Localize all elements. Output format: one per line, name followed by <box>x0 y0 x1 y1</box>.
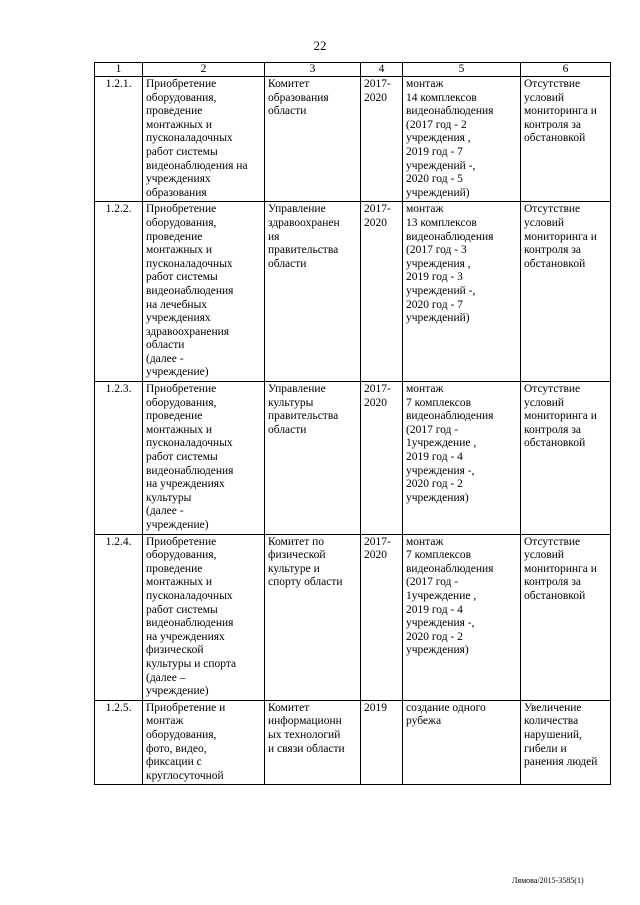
action-cell: Приобретение оборудования, проведение монтажных и пусконаладочных работ системы видеонаблюдения на учреждениях физической культуры и спорта (далее – учреждение) <box>143 534 265 700</box>
result-cell: монтаж 14 комплексов видеонаблюдения (2017 год - 2 учреждения , 2019 год - 7 учреждений -, 2020 год - 5 учреждений) <box>403 77 521 202</box>
consequence-cell: Увеличение количества нарушений, гибели и ранения людей <box>521 700 611 785</box>
measures-table <box>94 62 611 785</box>
consequence-cell: Отсутствие условий мониторинга и контроля за обстановкой <box>521 534 611 700</box>
period-cell: 2017- 2020 <box>361 382 403 535</box>
column-header: 4 <box>361 63 403 77</box>
row-number: 1.2.2. <box>95 202 143 382</box>
result-cell: монтаж 13 комплексов видеонаблюдения (2017 год - 3 учреждения , 2019 год - 3 учреждений -, 2020 год - 7 учреждений) <box>403 202 521 382</box>
period-cell: 2017- 2020 <box>361 202 403 382</box>
executor-cell: Комитет по физической культуре и спорту области <box>265 534 361 700</box>
row-number: 1.2.4. <box>95 534 143 700</box>
table-row <box>95 534 611 700</box>
period-cell: 2017- 2020 <box>361 77 403 202</box>
executor-cell: Управление здравоохранен ия правительства области <box>265 202 361 382</box>
action-cell: Приобретение оборудования, проведение монтажных и пусконаладочных работ системы видеонаблюдения на лечебных учреждениях здравоохранения области (далее - учреждение) <box>143 202 265 382</box>
action-cell: Приобретение оборудования, проведение монтажных и пусконаладочных работ системы видеонаблюдения на учреждениях культуры (далее - учреждение) <box>143 382 265 535</box>
table-header-row <box>95 63 611 77</box>
column-header: 6 <box>521 63 611 77</box>
page-number: 22 <box>313 38 327 53</box>
row-number: 1.2.1. <box>95 77 143 202</box>
consequence-cell: Отсутствие условий мониторинга и контроля за обстановкой <box>521 202 611 382</box>
column-header: 2 <box>143 63 265 77</box>
result-cell: монтаж 7 комплексов видеонаблюдения (2017 год - 1учреждение , 2019 год - 4 учреждения -, 2020 год - 2 учреждения) <box>403 382 521 535</box>
consequence-cell: Отсутствие условий мониторинга и контроля за обстановкой <box>521 382 611 535</box>
action-cell: Приобретение оборудования, проведение монтажных и пусконаладочных работ системы видеонаблюдения на учреждениях образования <box>143 77 265 202</box>
table-row <box>95 77 611 202</box>
result-cell: создание одного рубежа <box>403 700 521 785</box>
executor-cell: Комитет информационн ых технологий и связи области <box>265 700 361 785</box>
executor-cell: Комитет образования области <box>265 77 361 202</box>
table-row <box>95 382 611 535</box>
table-row <box>95 202 611 382</box>
row-number: 1.2.5. <box>95 700 143 785</box>
row-number: 1.2.3. <box>95 382 143 535</box>
executor-cell: Управление культуры правительства области <box>265 382 361 535</box>
column-header: 5 <box>403 63 521 77</box>
period-cell: 2017- 2020 <box>361 534 403 700</box>
table-row <box>95 700 611 785</box>
result-cell: монтаж 7 комплексов видеонаблюдения (2017 год - 1учреждение , 2019 год - 4 учреждения -, 2020 год - 2 учреждения) <box>403 534 521 700</box>
action-cell: Приобретение и монтаж оборудования, фото, видео, фиксации с круглосуточной <box>143 700 265 785</box>
column-header: 1 <box>95 63 143 77</box>
consequence-cell: Отсутствие условий мониторинга и контроля за обстановкой <box>521 77 611 202</box>
column-header: 3 <box>265 63 361 77</box>
period-cell: 2019 <box>361 700 403 785</box>
document-footer: Лямова/2015-3585(1) <box>512 876 584 885</box>
